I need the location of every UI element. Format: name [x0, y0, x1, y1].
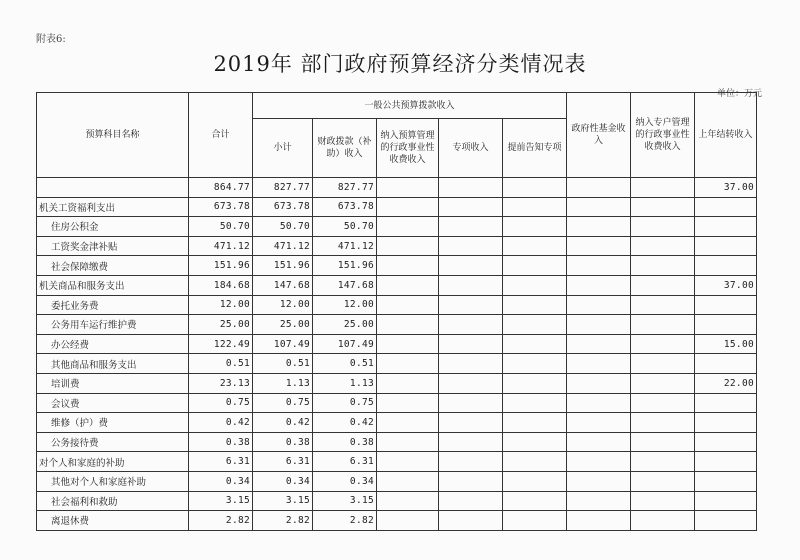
cell-empty	[503, 334, 567, 354]
cell-subtotal: 1.13	[253, 373, 313, 393]
cell-empty	[377, 334, 439, 354]
cell-empty	[439, 491, 503, 511]
cell-empty	[567, 354, 631, 374]
cell-name: 维修（护）费	[37, 413, 189, 433]
cell-total: 184.68	[189, 275, 253, 295]
cell-total: 0.75	[189, 393, 253, 413]
header-subtotal: 小计	[253, 119, 313, 178]
table-row	[37, 217, 757, 237]
cell-empty	[631, 413, 695, 433]
cell-empty	[439, 413, 503, 433]
cell-subtotal: 3.15	[253, 491, 313, 511]
cell-total: 6.31	[189, 452, 253, 472]
cell-empty	[439, 432, 503, 452]
cell-empty	[377, 236, 439, 256]
table-body	[37, 178, 757, 531]
cell-fiscal: 151.96	[313, 256, 377, 276]
cell-name	[37, 178, 189, 198]
cell-carryover	[695, 432, 757, 452]
cell-fiscal: 827.77	[313, 178, 377, 198]
cell-empty	[503, 295, 567, 315]
cell-carryover	[695, 197, 757, 217]
table-row	[37, 354, 757, 374]
cell-empty	[439, 217, 503, 237]
cell-empty	[503, 393, 567, 413]
cell-empty	[377, 373, 439, 393]
cell-carryover	[695, 217, 757, 237]
cell-name: 住房公积金	[37, 217, 189, 237]
cell-empty	[567, 413, 631, 433]
cell-empty	[503, 236, 567, 256]
cell-name: 会议费	[37, 393, 189, 413]
cell-subtotal: 147.68	[253, 275, 313, 295]
cell-total: 151.96	[189, 256, 253, 276]
cell-empty	[503, 256, 567, 276]
cell-carryover	[695, 315, 757, 335]
cell-empty	[439, 471, 503, 491]
unit-label: 单位：万元	[716, 89, 762, 99]
table-row	[37, 511, 757, 531]
table-row	[37, 256, 757, 276]
cell-empty	[567, 452, 631, 472]
cell-empty	[377, 295, 439, 315]
cell-empty	[631, 295, 695, 315]
cell-empty	[439, 236, 503, 256]
cell-carryover: 15.00	[695, 334, 757, 354]
cell-empty	[377, 178, 439, 198]
cell-subtotal: 6.31	[253, 452, 313, 472]
table-row	[37, 197, 757, 217]
cell-empty	[439, 275, 503, 295]
cell-empty	[503, 217, 567, 237]
cell-total: 673.78	[189, 197, 253, 217]
header-total: 合计	[189, 93, 253, 178]
cell-empty	[377, 217, 439, 237]
cell-total: 25.00	[189, 315, 253, 335]
cell-subtotal: 50.70	[253, 217, 313, 237]
cell-empty	[503, 491, 567, 511]
cell-empty	[377, 315, 439, 335]
cell-name: 其他商品和服务支出	[37, 354, 189, 374]
cell-empty	[503, 373, 567, 393]
cell-fiscal: 673.78	[313, 197, 377, 217]
cell-fiscal: 107.49	[313, 334, 377, 354]
header-name: 预算科目名称	[37, 93, 189, 178]
cell-carryover	[695, 295, 757, 315]
cell-fiscal: 0.38	[313, 432, 377, 452]
cell-empty	[439, 315, 503, 335]
cell-empty	[377, 471, 439, 491]
cell-carryover: 37.00	[695, 275, 757, 295]
cell-subtotal: 0.51	[253, 354, 313, 374]
cell-empty	[631, 471, 695, 491]
cell-empty	[377, 491, 439, 511]
cell-empty	[439, 197, 503, 217]
cell-name: 工资奖金津补贴	[37, 236, 189, 256]
cell-empty	[631, 452, 695, 472]
table-row	[37, 315, 757, 335]
cell-total: 0.42	[189, 413, 253, 433]
cell-empty	[567, 373, 631, 393]
cell-subtotal: 827.77	[253, 178, 313, 198]
cell-empty	[503, 354, 567, 374]
cell-carryover	[695, 413, 757, 433]
cell-empty	[377, 413, 439, 433]
cell-name: 委托业务费	[37, 295, 189, 315]
table-row	[37, 393, 757, 413]
cell-subtotal: 673.78	[253, 197, 313, 217]
cell-name: 办公经费	[37, 334, 189, 354]
cell-empty	[439, 354, 503, 374]
cell-total: 471.12	[189, 236, 253, 256]
cell-total: 0.51	[189, 354, 253, 374]
cell-name: 公务接待费	[37, 432, 189, 452]
cell-empty	[377, 432, 439, 452]
cell-empty	[503, 275, 567, 295]
cell-empty	[631, 373, 695, 393]
page-title: 2019年 部门政府预算经济分类情况表	[213, 52, 587, 76]
cell-fiscal: 25.00	[313, 315, 377, 335]
table-row	[37, 432, 757, 452]
budget-table	[36, 92, 757, 531]
cell-subtotal: 0.34	[253, 471, 313, 491]
cell-name: 对个人和家庭的补助	[37, 452, 189, 472]
cell-fiscal: 12.00	[313, 295, 377, 315]
table-row	[37, 236, 757, 256]
header-admin-fee: 纳入预算管理的行政事业性收费收入	[377, 119, 439, 178]
cell-empty	[631, 491, 695, 511]
cell-fiscal: 0.42	[313, 413, 377, 433]
cell-subtotal: 0.42	[253, 413, 313, 433]
cell-empty	[439, 452, 503, 472]
cell-empty	[377, 275, 439, 295]
cell-empty	[439, 511, 503, 531]
cell-subtotal: 2.82	[253, 511, 313, 531]
cell-empty	[377, 452, 439, 472]
cell-carryover	[695, 452, 757, 472]
cell-fiscal: 0.34	[313, 471, 377, 491]
cell-empty	[567, 275, 631, 295]
cell-subtotal: 25.00	[253, 315, 313, 335]
cell-empty	[631, 236, 695, 256]
cell-empty	[631, 393, 695, 413]
header-special-fee: 纳入专户管理的行政事业性收费收入	[631, 93, 695, 178]
header-fiscal: 财政拨款（补助）收入	[313, 119, 377, 178]
table-row	[37, 491, 757, 511]
cell-empty	[377, 354, 439, 374]
cell-empty	[631, 334, 695, 354]
cell-empty	[503, 413, 567, 433]
cell-empty	[503, 315, 567, 335]
cell-empty	[503, 511, 567, 531]
cell-name: 机关工资福利支出	[37, 197, 189, 217]
cell-empty	[377, 256, 439, 276]
cell-carryover	[695, 236, 757, 256]
cell-empty	[377, 393, 439, 413]
cell-name: 其他对个人和家庭补助	[37, 471, 189, 491]
cell-total: 122.49	[189, 334, 253, 354]
table-row	[37, 413, 757, 433]
cell-fiscal: 1.13	[313, 373, 377, 393]
cell-name: 社会福利和救助	[37, 491, 189, 511]
cell-total: 2.82	[189, 511, 253, 531]
cell-fiscal: 0.51	[313, 354, 377, 374]
cell-empty	[567, 511, 631, 531]
cell-empty	[439, 334, 503, 354]
cell-total: 864.77	[189, 178, 253, 198]
cell-name: 离退休费	[37, 511, 189, 531]
cell-empty	[503, 432, 567, 452]
cell-name: 社会保障缴费	[37, 256, 189, 276]
cell-carryover	[695, 393, 757, 413]
cell-empty	[503, 197, 567, 217]
cell-fiscal: 471.12	[313, 236, 377, 256]
cell-empty	[567, 178, 631, 198]
cell-fiscal: 6.31	[313, 452, 377, 472]
cell-carryover	[695, 491, 757, 511]
cell-subtotal: 12.00	[253, 295, 313, 315]
cell-subtotal: 107.49	[253, 334, 313, 354]
cell-fiscal: 0.75	[313, 393, 377, 413]
cell-carryover	[695, 256, 757, 276]
cell-fiscal: 3.15	[313, 491, 377, 511]
cell-carryover	[695, 354, 757, 374]
header-advance: 提前告知专项	[503, 119, 567, 178]
cell-fiscal: 2.82	[313, 511, 377, 531]
cell-empty	[631, 511, 695, 531]
cell-total: 3.15	[189, 491, 253, 511]
cell-empty	[567, 197, 631, 217]
cell-empty	[439, 295, 503, 315]
cell-empty	[567, 295, 631, 315]
cell-name: 机关商品和服务支出	[37, 275, 189, 295]
cell-empty	[503, 178, 567, 198]
header-special: 专项收入	[439, 119, 503, 178]
header-gov-fund: 政府性基金收入	[567, 93, 631, 178]
cell-empty	[503, 471, 567, 491]
annex-label: 附表6:	[36, 34, 66, 45]
cell-empty	[631, 217, 695, 237]
table-row	[37, 373, 757, 393]
table-row	[37, 471, 757, 491]
cell-empty	[631, 256, 695, 276]
cell-empty	[567, 236, 631, 256]
cell-empty	[567, 334, 631, 354]
cell-subtotal: 151.96	[253, 256, 313, 276]
cell-empty	[439, 393, 503, 413]
cell-empty	[439, 256, 503, 276]
cell-empty	[567, 471, 631, 491]
cell-empty	[439, 373, 503, 393]
cell-empty	[377, 511, 439, 531]
cell-name: 公务用车运行维护费	[37, 315, 189, 335]
cell-subtotal: 0.75	[253, 393, 313, 413]
cell-carryover: 22.00	[695, 373, 757, 393]
cell-carryover	[695, 511, 757, 531]
cell-total: 23.13	[189, 373, 253, 393]
table-row	[37, 178, 757, 198]
cell-empty	[567, 432, 631, 452]
cell-empty	[631, 178, 695, 198]
cell-empty	[567, 315, 631, 335]
cell-total: 50.70	[189, 217, 253, 237]
header-carryover: 上年结转收入	[695, 93, 757, 178]
cell-empty	[503, 452, 567, 472]
table-row	[37, 275, 757, 295]
cell-name: 培训费	[37, 373, 189, 393]
cell-empty	[631, 354, 695, 374]
cell-carryover	[695, 471, 757, 491]
cell-empty	[631, 432, 695, 452]
cell-empty	[631, 315, 695, 335]
cell-fiscal: 147.68	[313, 275, 377, 295]
cell-subtotal: 471.12	[253, 236, 313, 256]
header-general: 一般公共预算拨款收入	[253, 93, 567, 119]
cell-empty	[631, 275, 695, 295]
cell-subtotal: 0.38	[253, 432, 313, 452]
cell-total: 0.34	[189, 471, 253, 491]
cell-empty	[567, 491, 631, 511]
cell-carryover: 37.00	[695, 178, 757, 198]
table-row	[37, 452, 757, 472]
cell-empty	[377, 197, 439, 217]
cell-empty	[567, 217, 631, 237]
cell-empty	[567, 256, 631, 276]
cell-fiscal: 50.70	[313, 217, 377, 237]
cell-total: 0.38	[189, 432, 253, 452]
table-row	[37, 295, 757, 315]
cell-empty	[439, 178, 503, 198]
cell-empty	[567, 393, 631, 413]
table-row	[37, 334, 757, 354]
cell-empty	[631, 197, 695, 217]
cell-total: 12.00	[189, 295, 253, 315]
